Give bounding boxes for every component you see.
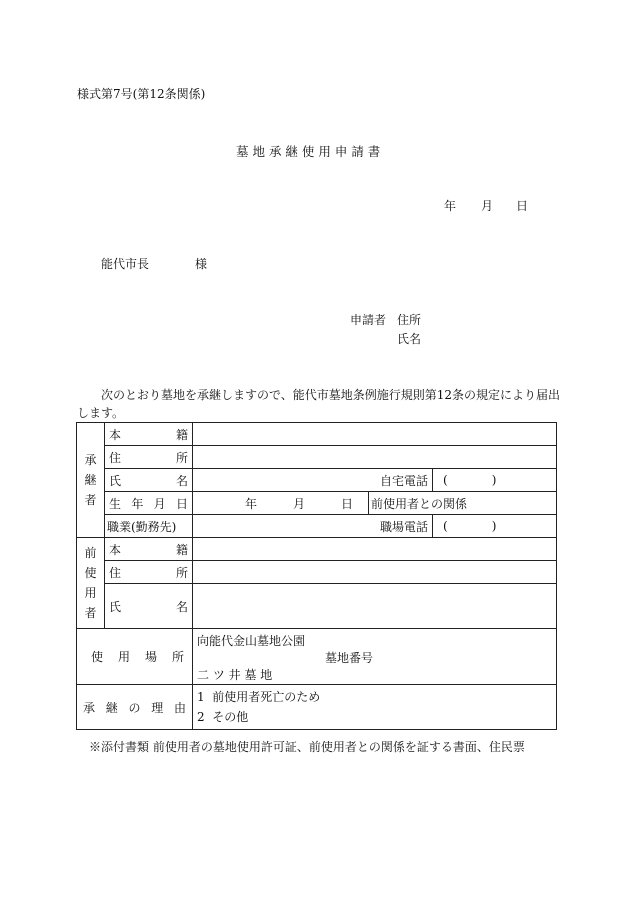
successor-group-label: 承 継 者	[77, 423, 105, 538]
use-place-label: 使 用 場 所	[77, 629, 193, 685]
reason-option-1: 1 前使用者死亡のため	[197, 690, 321, 704]
document-title: 墓 地 承 継 使 用 申 請 書	[236, 144, 381, 159]
reason-field[interactable]	[193, 685, 557, 730]
relation-to-previous-label: 前使用者との関係	[369, 492, 557, 515]
previous-address-row	[77, 561, 557, 584]
successor-name-row	[77, 469, 557, 492]
previous-name-field[interactable]	[193, 584, 557, 629]
intro-line-2: します。	[77, 406, 125, 420]
successor-birthdate-label: 生 年 月 日	[105, 492, 193, 515]
successor-occupation-label: 職業(勤務先)	[105, 515, 193, 538]
application-table	[76, 422, 557, 730]
reason-label: 承 継 の 理 由	[77, 685, 193, 730]
work-phone-field[interactable]: ( )	[433, 515, 557, 538]
successor-honseki-field[interactable]	[193, 423, 557, 446]
applicant-label: 申請者	[350, 313, 387, 327]
previous-name-row	[77, 584, 557, 629]
successor-occupation-row	[77, 515, 557, 538]
reason-row	[77, 685, 557, 730]
previous-honseki-row	[77, 538, 557, 561]
successor-birthdate-row	[77, 492, 557, 515]
previous-address-field[interactable]	[193, 561, 557, 584]
intro-line-1: 次のとおり墓地を承継しますので、能代市墓地条例施行規則第12条の規定により届出	[101, 388, 561, 402]
reason-option-2: 2 その他	[197, 710, 249, 724]
futatsui-cemetery: 二 ツ 井 墓 地	[197, 668, 273, 682]
previous-name-label: 氏 名	[105, 584, 193, 629]
addressee-name: 能代市長	[101, 257, 150, 271]
use-place-row	[77, 629, 557, 685]
work-phone-label: 職場電話	[379, 519, 428, 534]
use-place-field[interactable]	[193, 629, 557, 685]
previous-honseki-label: 本 籍	[105, 538, 193, 561]
successor-occupation-field[interactable]	[193, 515, 433, 538]
successor-name-field[interactable]	[193, 469, 433, 492]
addressee-honorific: 様	[195, 257, 208, 271]
successor-address-label: 住 所	[105, 446, 193, 469]
successor-honseki-label: 本 籍	[105, 423, 193, 446]
home-phone-field[interactable]: ( )	[433, 469, 557, 492]
plot-number-label: 墓地番号	[325, 651, 374, 665]
date-month: 月	[481, 199, 494, 213]
successor-honseki-row	[77, 423, 557, 446]
applicant-name-label: 氏名	[397, 332, 422, 346]
previous-user-group-label: 前 使 用 者	[77, 538, 105, 629]
form-number: 様式第7号(第12条関係)	[77, 87, 206, 101]
successor-birthdate-field[interactable]: 年 月 日	[193, 492, 369, 515]
home-phone-label: 自宅電話	[379, 473, 428, 488]
attachments-note: ※添付書類 前使用者の墓地使用許可証、前使用者との関係を証する書面、住民票	[89, 740, 525, 754]
successor-name-label: 氏 名	[105, 469, 193, 492]
previous-address-label: 住 所	[105, 561, 193, 584]
date-day: 日	[516, 199, 529, 213]
applicant-address-label: 住所	[397, 313, 422, 327]
successor-address-row	[77, 446, 557, 469]
previous-honseki-field[interactable]	[193, 538, 557, 561]
date-year: 年	[444, 199, 457, 213]
park-name: 向能代金山墓地公園	[197, 634, 306, 648]
successor-address-field[interactable]	[193, 446, 557, 469]
